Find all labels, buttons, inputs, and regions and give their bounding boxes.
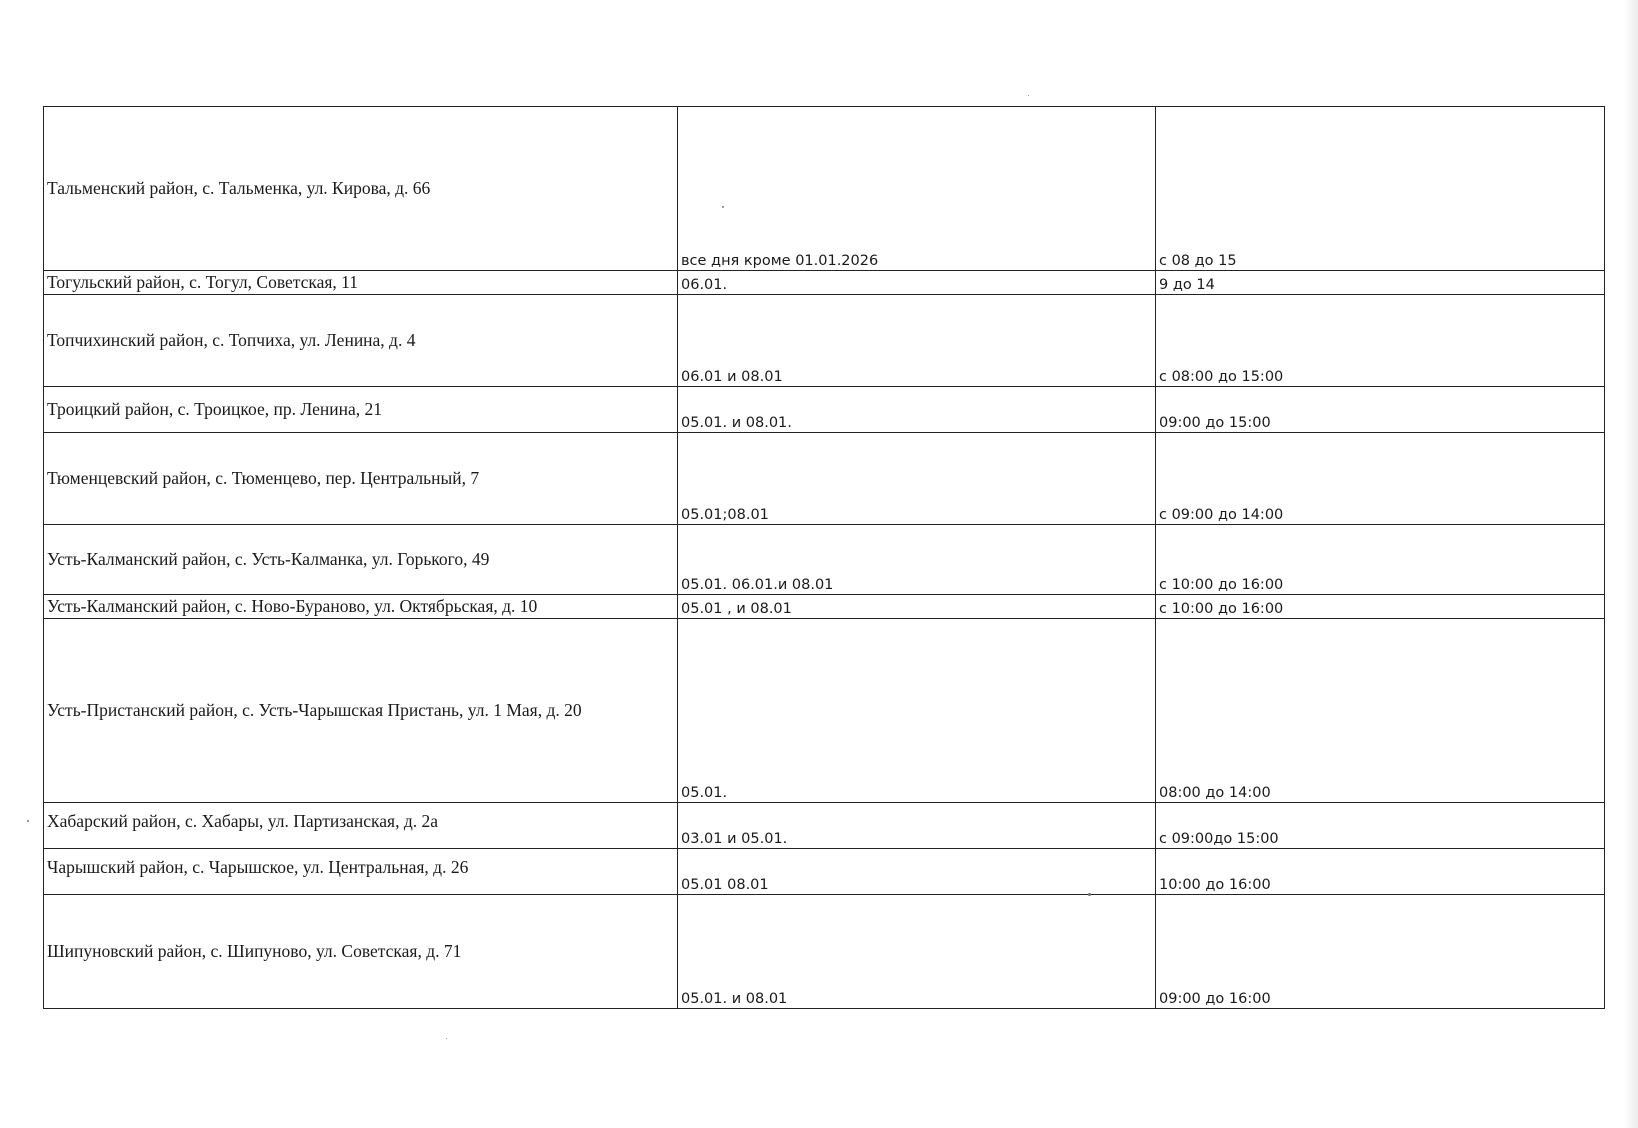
dates-cell: 05.01 08.01 [678, 849, 1156, 895]
dates-cell: 05.01;08.01 [678, 433, 1156, 525]
hours-cell: с 10:00 до 16:00 [1156, 525, 1605, 595]
hours-cell: с 08:00 до 15:00 [1156, 295, 1605, 387]
dates-cell: 05.01. и 08.01 [678, 895, 1156, 1009]
hours-cell: с 10:00 до 16:00 [1156, 595, 1605, 619]
address-cell: Тогульский район, с. Тогул, Советская, 11 [44, 271, 678, 295]
dates-cell: 05.01. 06.01.и 08.01 [678, 525, 1156, 595]
hours-cell: 9 до 14 [1156, 271, 1605, 295]
address-cell: Хабарский район, с. Хабары, ул. Партизанская, д. 2а [44, 803, 678, 849]
address-cell: Шипуновский район, с. Шипуново, ул. Советская, д. 71 [44, 895, 678, 1009]
schedule-table [43, 106, 1605, 1009]
scan-speck [446, 1038, 447, 1039]
address-cell: Усть-Пристанский район, с. Усть-Чарышская Пристань, ул. 1 Мая, д. 20 [44, 619, 678, 803]
table-row [44, 525, 1605, 595]
scan-speck [1028, 95, 1029, 96]
table-row [44, 387, 1605, 433]
table-row [44, 433, 1605, 525]
address-cell: Чарышский район, с. Чарышское, ул. Центральная, д. 26 [44, 849, 678, 895]
dates-cell: 06.01 и 08.01 [678, 295, 1156, 387]
dates-cell: 05.01 , и 08.01 [678, 595, 1156, 619]
table-row [44, 271, 1605, 295]
table-row [44, 895, 1605, 1009]
scan-speck [1088, 893, 1091, 896]
hours-cell: 09:00 до 15:00 [1156, 387, 1605, 433]
address-cell: Топчихинский район, с. Топчиха, ул. Ленина, д. 4 [44, 295, 678, 387]
dates-cell: все дня кроме 01.01.2026 [678, 107, 1156, 271]
hours-cell: с 09:00 до 14:00 [1156, 433, 1605, 525]
hours-cell: с 09:00до 15:00 [1156, 803, 1605, 849]
dates-cell: 03.01 и 05.01. [678, 803, 1156, 849]
table-row [44, 295, 1605, 387]
scan-speck [27, 820, 29, 822]
table-row [44, 619, 1605, 803]
dates-cell: 05.01. и 08.01. [678, 387, 1156, 433]
page-edge-shadow [1624, 0, 1638, 1128]
hours-cell: 08:00 до 14:00 [1156, 619, 1605, 803]
address-cell: Усть-Калманский район, с. Усть-Калманка, ул. Горького, 49 [44, 525, 678, 595]
table-row [44, 849, 1605, 895]
scan-speck [722, 206, 724, 208]
hours-cell: 10:00 до 16:00 [1156, 849, 1605, 895]
dates-cell: 05.01. [678, 619, 1156, 803]
address-cell: Усть-Калманский район, с. Ново-Бураново, ул. Октябрьская, д. 10 [44, 595, 678, 619]
table-row [44, 803, 1605, 849]
hours-cell: 09:00 до 16:00 [1156, 895, 1605, 1009]
address-cell: Тюменцевский район, с. Тюменцево, пер. Центральный, 7 [44, 433, 678, 525]
table-row [44, 595, 1605, 619]
address-cell: Тальменский район, с. Тальменка, ул. Кирова, д. 66 [44, 107, 678, 271]
address-cell: Троицкий район, с. Троицкое, пр. Ленина, 21 [44, 387, 678, 433]
hours-cell: с 08 до 15 [1156, 107, 1605, 271]
table-row [44, 107, 1605, 271]
dates-cell: 06.01. [678, 271, 1156, 295]
